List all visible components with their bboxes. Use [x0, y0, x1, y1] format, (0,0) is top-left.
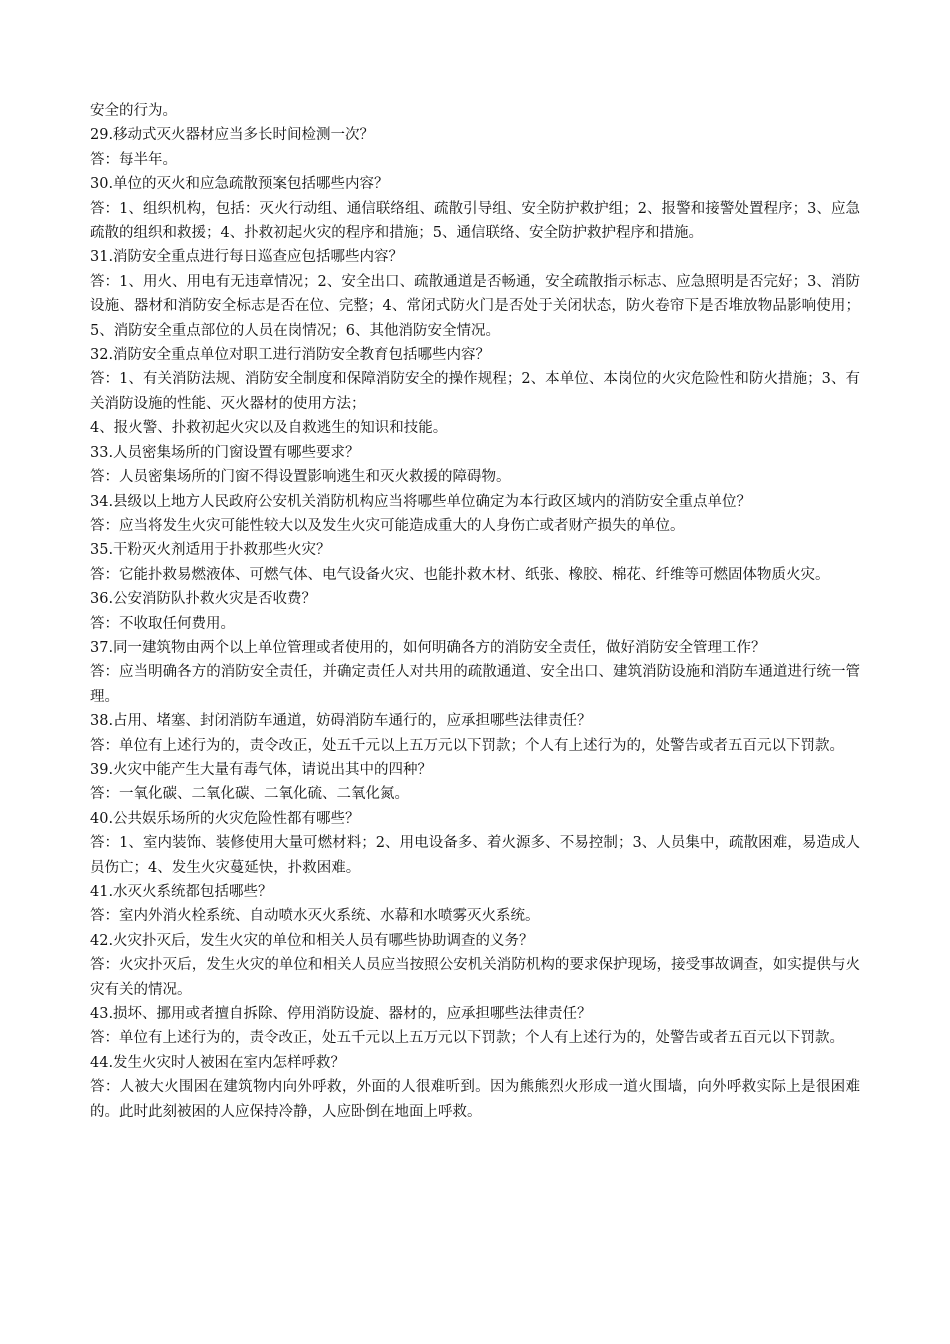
- question-36: 36.公安消防队扑救火灾是否收费？: [90, 591, 317, 608]
- question-40: 40.公共娱乐场所的火灾危险性都有哪些？: [90, 810, 360, 827]
- text-line: 安全的行为。: [90, 103, 177, 119]
- question-30: 30.单位的灭火和应急疏散预案包括哪些内容？: [90, 176, 389, 193]
- answer-33: 答：人员密集场所的门窗不得设置影响逃生和灭火救援的障碍物。: [90, 469, 511, 486]
- question-32: 32.消防安全重点单位对职工进行消防安全教育包括哪些内容？: [90, 347, 491, 364]
- question-44: 44.发生火灾时人被困在室内怎样呼救？: [90, 1054, 346, 1071]
- answer-35: 答：它能扑救易燃液体、可燃气体、电气设备火灾、也能扑救木材、纸张、橡胶、棉花、纤维等可燃固体物质火灾。: [90, 566, 830, 583]
- question-29: 29.移动式灭火器材应当多长时间检测一次？: [90, 127, 375, 144]
- answer-31: 答：1、用火、用电有无违章情况；2、安全出口、疏散通道是否畅通，安全疏散指示标志、应急照明是否完好；3、消防设施、器材和消防安全标志是否在位、完整；4、常闭式防火门是否处于关闭状态，防火卷帘下是否堆放物品影响使用；5、消防安全重点部位的人员在岗情况；6、其他消防安全情况。: [90, 273, 860, 339]
- answer-37: 答：应当明确各方的消防安全责任，并确定责任人对共用的疏散通道、安全出口、建筑消防设施和消防车通道进行统一管理。: [90, 664, 860, 705]
- answer-29: 答：每半年。: [90, 151, 177, 168]
- answer-42: 答：火灾扑灭后，发生火灾的单位和相关人员应当按照公安机关消防机构的要求保护现场，接受事故调查，如实提供与火灾有关的情况。: [90, 957, 860, 998]
- question-31: 31.消防安全重点进行每日巡查应包括哪些内容？: [90, 249, 404, 266]
- answer-38: 答：单位有上述行为的，责令改正，处五千元以上五万元以下罚款；个人有上述行为的，处警告或者五百元以下罚款。: [90, 737, 844, 754]
- question-42: 42.火灾扑灭后，发生火灾的单位和相关人员有哪些协助调查的义务？: [90, 932, 534, 949]
- question-37: 37.同一建筑物由两个以上单位管理或者使用的，如何明确各方的消防安全责任，做好消防安全管理工作？: [90, 639, 766, 656]
- question-39: 39.火灾中能产生大量有毒气体，请说出其中的四种？: [90, 761, 433, 778]
- answer-36: 答：不收取任何费用。: [90, 615, 235, 632]
- document-page: [90, 99, 860, 1124]
- answer-44: 答：人被大火围困在建筑物内向外呼救，外面的人很难听到。因为熊熊烈火形成一道火围墙，向外呼救实际上是很困难的。此时此刻被困的人应保持冷静，人应卧倒在地面上呼救。: [90, 1079, 860, 1120]
- question-41: 41.水灭火系统都包括哪些？: [90, 884, 273, 900]
- answer-40: 答：1、室内装饰、装修使用大量可燃材料；2、用电设备多、着火源多、不易控制；3、人员集中，疏散困难，易造成人员伤亡；4、发生火灾蔓延快，扑救困难。: [90, 835, 860, 876]
- answer-32: 答：1、有关消防法规、消防安全制度和保障消防安全的操作规程；2、本单位、本岗位的火灾危险性和防火措施；3、有关消防设施的性能、灭火器材的使用方法；: [90, 371, 860, 412]
- answer-41: 答：室内外消火栓系统、自动喷水灭火系统、水幕和水喷雾灭火系统。: [90, 908, 540, 925]
- question-43: 43.损坏、挪用或者擅自拆除、停用消防设旋、器材的，应承担哪些法律责任？: [90, 1006, 592, 1023]
- answer-32-continued: 4、报火警、扑救初起火灾以及自救逃生的知识和技能。: [90, 420, 448, 437]
- answer-30: 答：1、组织机构，包括：灭火行动组、通信联络组、疏散引导组、安全防护救护组；2、报警和接警处置程序；3、应急疏散的组织和救援；4、扑救初起火灾的程序和措施；5、通信联络、安全防护救护程序和措施。: [90, 200, 860, 242]
- answer-34: 答：应当将发生火灾可能性较大以及发生火灾可能造成重大的人身伤亡或者财产损失的单位。: [90, 517, 685, 534]
- answer-43: 答：单位有上述行为的，责令改正，处五千元以上五万元以下罚款；个人有上述行为的，处警告或者五百元以下罚款。: [90, 1030, 844, 1047]
- answer-39: 答：一氧化碳、二氧化碳、二氧化硫、二氧化氮。: [90, 786, 409, 803]
- question-35: 35.干粉灭火剂适用于扑救那些火灾？: [90, 542, 331, 559]
- question-38: 38.占用、堵塞、封闭消防车通道，妨碍消防车通行的，应承担哪些法律责任？: [90, 713, 592, 730]
- question-33: 33.人员密集场所的门窗设置有哪些要求？: [90, 444, 360, 461]
- question-34: 34.县级以上地方人民政府公安机关消防机构应当将哪些单位确定为本行政区域内的消防安全重点单位？: [90, 493, 752, 510]
